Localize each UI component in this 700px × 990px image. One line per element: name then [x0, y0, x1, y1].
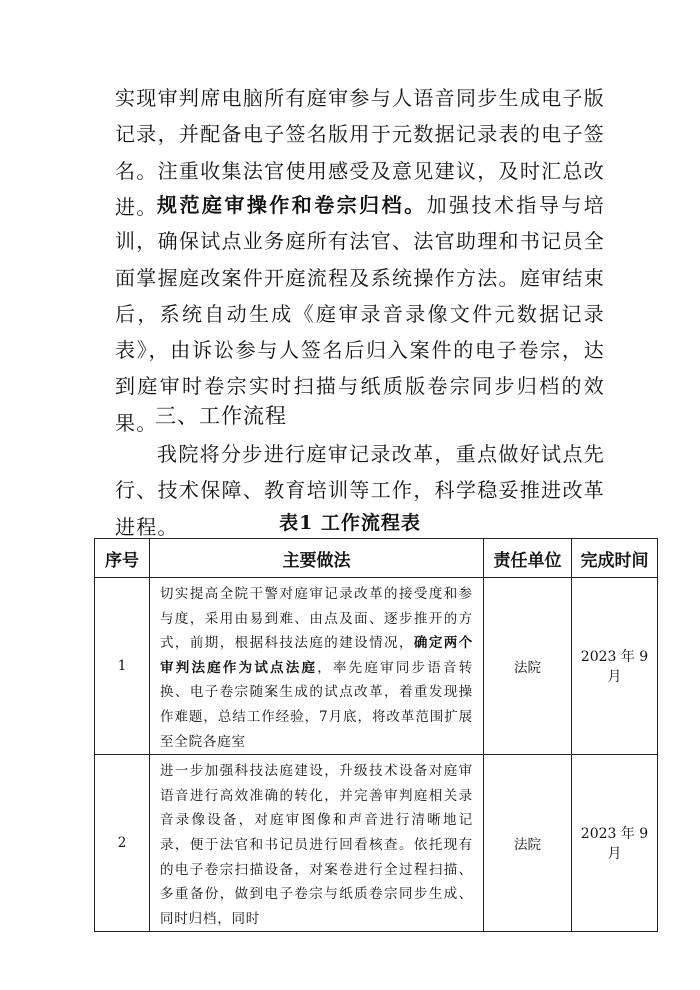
- paragraph-2-bold-lead: 规范庭审操作和卷宗归档。: [157, 193, 427, 217]
- table-row: [95, 755, 658, 932]
- row-description-text: 进一步加强科技法庭建设，升级技术设备对庭审语音进行高效准确的转化，并完善审判庭相关录音录像设备，对庭审图像和声音进行清晰地记录，便于法官和书记员进行回看核查。依托现有的电子卷宗扫描设备，对案卷进行全过程扫描、多重备份，做到电子卷宗与纸质卷宗同步生成、同时归档，同时: [160, 763, 473, 927]
- header-main-practice: 主要做法: [150, 539, 484, 578]
- row-description-text: 切实提高全院干警对庭审记录改革的接受度和参与度，采用由易到难、由点及面、逐步推开的方式，前期，根据科技法庭的建设情况，: [160, 586, 473, 652]
- row-completion-time: 2023 年 9 月: [572, 578, 658, 755]
- row-number: 2: [95, 755, 150, 932]
- row-completion-time: 2023 年 9 月: [572, 755, 658, 932]
- row-description: [150, 578, 484, 755]
- header-number: 序号: [95, 539, 150, 578]
- workflow-table: [94, 538, 658, 932]
- section-heading: 三、工作流程: [155, 404, 287, 428]
- header-completion-time: 完成时间: [572, 539, 658, 578]
- row-responsible-unit: 法院: [484, 755, 572, 932]
- header-responsible-unit: 责任单位: [484, 539, 572, 578]
- row-description: [150, 755, 484, 932]
- row-description-bold: 确定两个审判法庭作为试点法庭: [160, 635, 473, 676]
- row-responsible-unit: 法院: [484, 578, 572, 755]
- table-row: [95, 578, 658, 755]
- table-header-row: [95, 539, 658, 578]
- table-caption: 表1 工作流程表: [279, 512, 421, 534]
- row-description-text-end: ，率先庭审同步语音转换、电子卷宗随案生成的试点改革，着重发现操作难题，总结工作经验，7月底，将改革范围扩展至全院各庭室: [160, 659, 474, 750]
- paragraph-3: 我院将分步进行庭审记录改革，重点做好试点先行、技术保障、教育培训等工作，科学稳妥推进改革进程。: [115, 442, 605, 539]
- paragraph-1: 实现审判席电脑所有庭审参与人语音同步生成电子版记录，并配备电子签名版用于元数据记录表的电子签名。注重收集法官使用感受及意见建议，及时汇总改进。: [115, 86, 605, 219]
- row-number: 1: [95, 578, 150, 755]
- paragraph-2-text: 加强技术指导与培训，确保试点业务庭所有法官、法官助理和书记员全面掌握庭改案件开庭流程及系统操作方法。庭审结束后，系统自动生成《庭审录音录像文件元数据记录表》，由诉讼参与人签名后归入案件的电子卷宗，达到庭审时卷宗实时扫描与纸质版卷宗同步归档的效果。: [115, 193, 605, 435]
